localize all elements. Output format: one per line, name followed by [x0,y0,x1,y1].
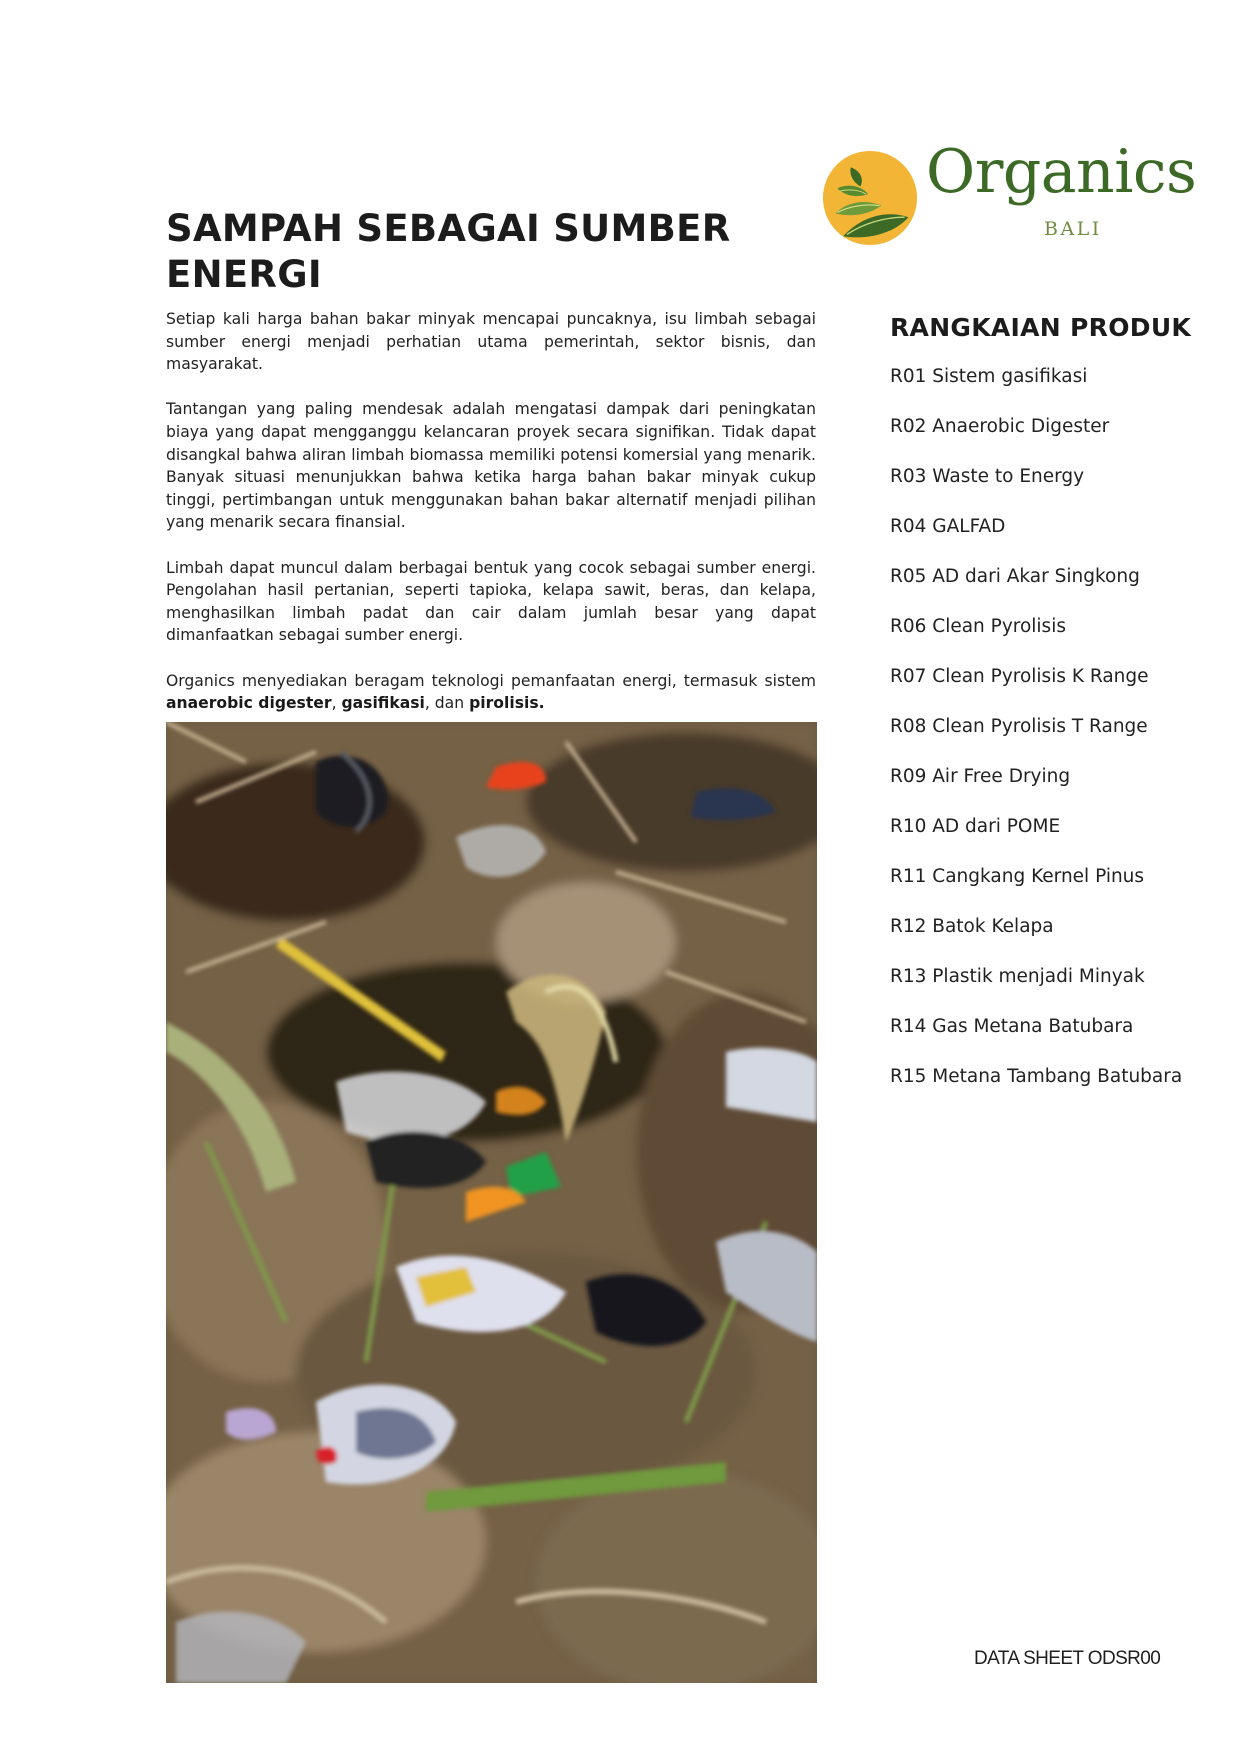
product-item: R07 Clean Pyrolisis K Range [890,666,1149,687]
leaf-logo-icon [822,150,918,246]
product-list [890,365,1220,1115]
product-item: R01 Sistem gasifikasi [890,366,1088,387]
product-item: R09 Air Free Drying [890,766,1071,787]
term-anaerobic-digester: anaerobic digester [166,694,332,713]
product-item: R11 Cangkang Kernel Pinus [890,866,1145,887]
product-item: R04 GALFAD [890,516,1006,537]
article-body [166,308,816,715]
product-range-sidebar [890,308,1220,1115]
product-item: R08 Clean Pyrolisis T Range [890,716,1148,737]
separator: , [331,694,342,713]
logo-wordmark: Organics [926,137,1197,207]
datasheet-code: DATA SHEET ODSR00 [974,1648,1161,1669]
product-range-heading: RANGKAIAN PRODUK [890,313,1192,342]
paragraph-intro: Organics menyediakan beragam teknologi pemanfaatan energi, termasuk sistem [166,671,816,690]
product-item: R10 AD dari POME [890,816,1061,837]
logo-subtitle: BALI [1044,218,1102,240]
paragraph: Limbah dapat muncul dalam berbagai bentuk yang cocok sebagai sumber energi. Pengolahan hasil pertanian, seperti tapioka, kelapa sawit, beras, dan kelapa, menghasilkan limbah padat dan cair dalam jumlah besar yang dapat dimanfaatkan sebagai sumber energi. [166,558,816,645]
photo-image [166,722,817,1683]
term-pirolisis: pirolisis. [469,694,545,713]
paragraph-technologies [166,670,816,715]
term-gasifikasi: gasifikasi [341,694,425,713]
paragraph: Tantangan yang paling mendesak adalah mengatasi dampak dari peningkatan biaya yang dapat mengganggu kelancaran proyek secara signifikan. Tidak dapat disangkal bahwa aliran limbah biomassa memiliki potensi komersial yang menarik. Banyak situasi menunjukkan bahwa ketika harga bahan bakar minyak cukup tinggi, pertimbangan untuk menggunakan bahan bakar alternatif menjadi pilihan yang menarik secara finansial. [166,400,816,532]
product-item: R05 AD dari Akar Singkong [890,566,1140,587]
page-title: SAMPAH SEBAGAI SUMBER ENERGI [166,207,731,296]
product-item: R12 Batok Kelapa [890,916,1054,937]
product-item: R02 Anaerobic Digester [890,416,1110,437]
product-item: R03 Waste to Energy [890,466,1085,487]
organics-bali-logo [822,137,1197,248]
product-item: R13 Plastik menjadi Minyak [890,966,1145,987]
waste-pile-photo [166,722,817,1683]
product-item: R06 Clean Pyrolisis [890,616,1066,637]
separator: , dan [424,694,470,713]
paragraph: Setiap kali harga bahan bakar minyak mencapai puncaknya, isu limbah sebagai sumber energi menjadi perhatian utama pemerintah, sektor bisnis, dan masyarakat. [166,310,816,374]
product-item: R15 Metana Tambang Batubara [890,1066,1183,1087]
product-item: R14 Gas Metana Batubara [890,1016,1134,1037]
